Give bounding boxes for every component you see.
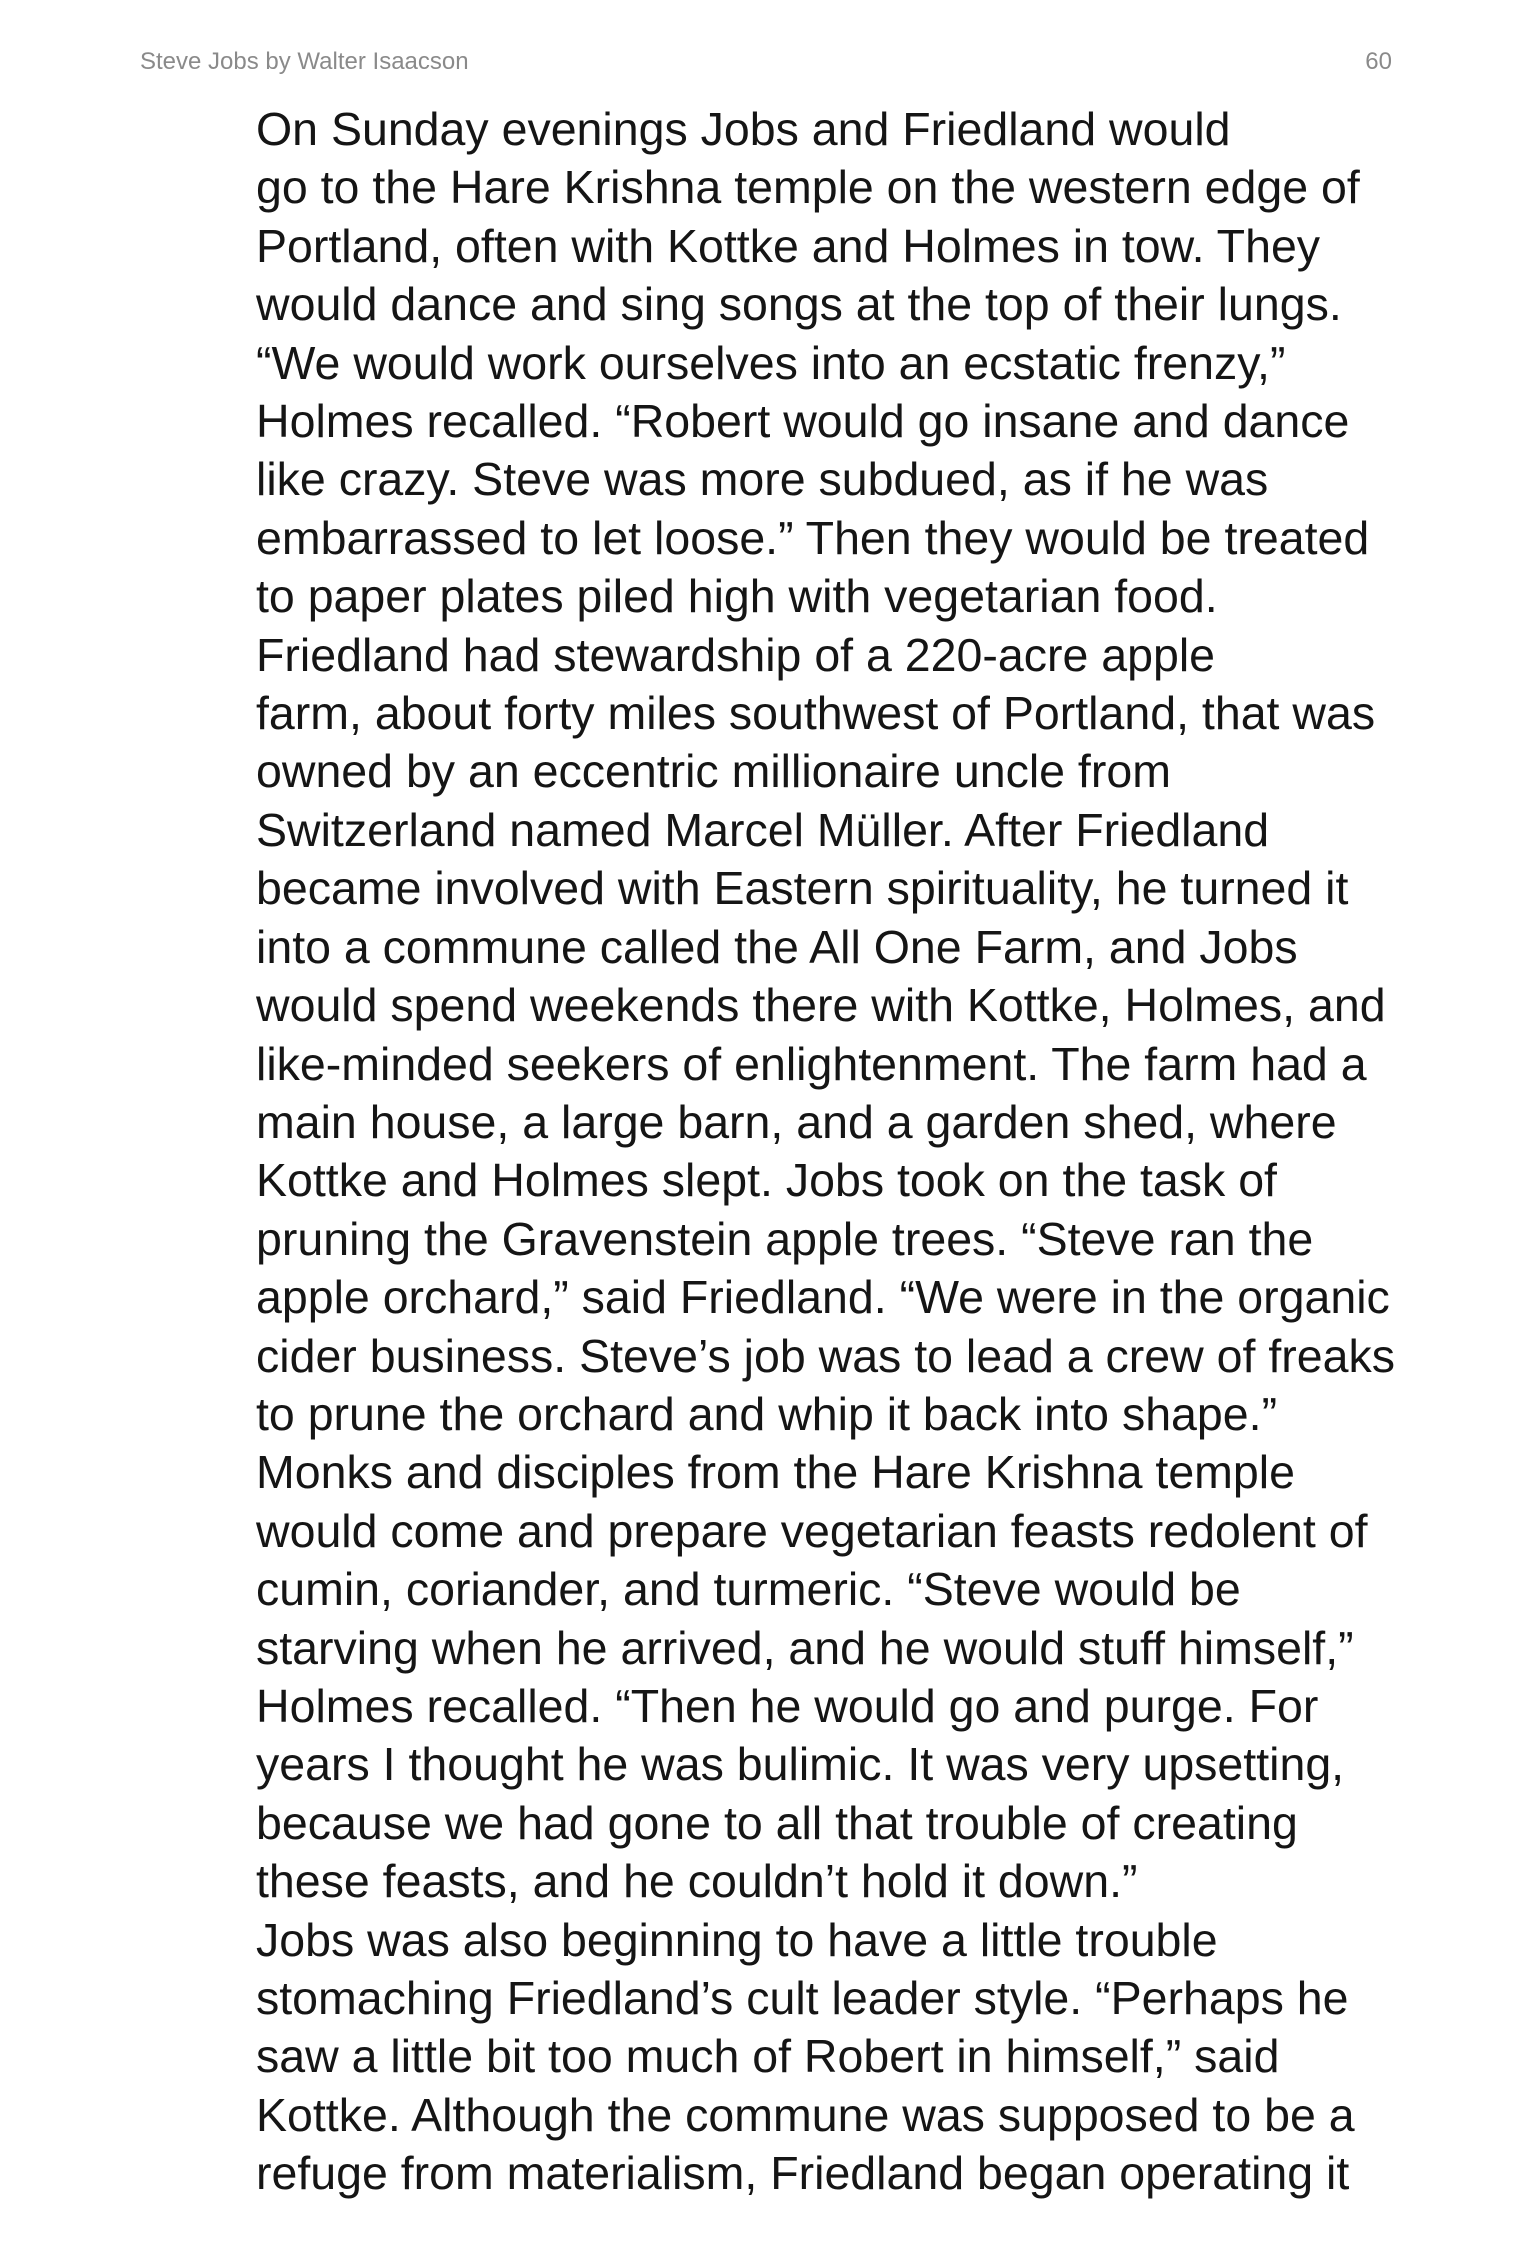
paragraph	[140, 626, 1400, 1444]
page-header	[140, 48, 1392, 84]
text-line: Switzerland named Marcel Müller. After Friedland	[256, 803, 1270, 856]
text-line: saw a little bit too much of Robert in himself,” said	[256, 2030, 1280, 2083]
book-title: Steve Jobs by Walter Isaacson	[140, 48, 469, 75]
text-line: On Sunday evenings Jobs and Friedland would	[256, 103, 1231, 155]
text-line: would come and prepare vegetarian feasts redolent of	[256, 1504, 1368, 1557]
text-line: pruning the Gravenstein apple trees. “Steve ran the	[256, 1212, 1314, 1265]
text-line: go to the Hare Krishna temple on the western edge of	[256, 161, 1360, 214]
text-line: embarrassed to let loose.” Then they would be treated	[256, 511, 1370, 564]
text-line: Portland, often with Kottke and Holmes in tow. They	[256, 219, 1321, 272]
text-line: “We would work ourselves into an ecstatic frenzy,”	[256, 336, 1286, 389]
text-line: would dance and sing songs at the top of their lungs.	[256, 278, 1342, 331]
text-line: apple orchard,” said Friedland. “We were in the organic	[256, 1271, 1390, 1324]
text-line: these feasts, and he couldn’t hold it down.”	[256, 1855, 1138, 1908]
text-line: cider business. Steve’s job was to lead a crew of freaks	[256, 1329, 1395, 1382]
text-line: to paper plates piled high with vegetarian food.	[256, 570, 1218, 623]
text-line: farm, about forty miles southwest of Portland, that was	[256, 687, 1376, 740]
paragraph	[140, 1911, 1400, 2203]
paragraph	[140, 100, 1400, 626]
text-line: starving when he arrived, and he would stuff himself,”	[256, 1621, 1354, 1674]
text-line: became involved with Eastern spirituality, he turned it	[256, 862, 1349, 915]
text-line: Holmes recalled. “Then he would go and purge. For	[256, 1679, 1319, 1732]
text-line: into a commune called the All One Farm, and Jobs	[256, 920, 1298, 973]
text-line: owned by an eccentric millionaire uncle from	[256, 745, 1171, 798]
text-line: Kottke. Although the commune was supposed to be a	[256, 2088, 1355, 2141]
text-line: like-minded seekers of enlightenment. The farm had a	[256, 1037, 1367, 1090]
text-line: Holmes recalled. “Robert would go insane and dance	[256, 395, 1350, 448]
text-line: to prune the orchard and whip it back into shape.”	[256, 1387, 1278, 1440]
body-text	[140, 100, 1400, 2203]
page-number: 60	[1365, 48, 1392, 75]
text-line: Jobs was also beginning to have a little trouble	[256, 1913, 1218, 1966]
text-line: would spend weekends there with Kottke, Holmes, and	[256, 979, 1386, 1032]
text-line: like crazy. Steve was more subdued, as if he was	[256, 453, 1269, 506]
text-line: refuge from materialism, Friedland began operating it	[256, 2147, 1350, 2200]
text-line: because we had gone to all that trouble of creating	[256, 1796, 1298, 1849]
text-line: main house, a large barn, and a garden shed, where	[256, 1095, 1337, 1148]
paragraph	[140, 1443, 1400, 1910]
text-line: cumin, coriander, and turmeric. “Steve would be	[256, 1563, 1241, 1616]
text-line: stomaching Friedland’s cult leader style. “Perhaps he	[256, 1972, 1349, 2024]
text-line: Monks and disciples from the Hare Krishna temple	[256, 1446, 1295, 1499]
text-line: Friedland had stewardship of a 220-acre apple	[256, 628, 1216, 681]
text-line: Kottke and Holmes slept. Jobs took on the task of	[256, 1154, 1277, 1207]
text-line: years I thought he was bulimic. It was very upsetting,	[256, 1738, 1345, 1791]
